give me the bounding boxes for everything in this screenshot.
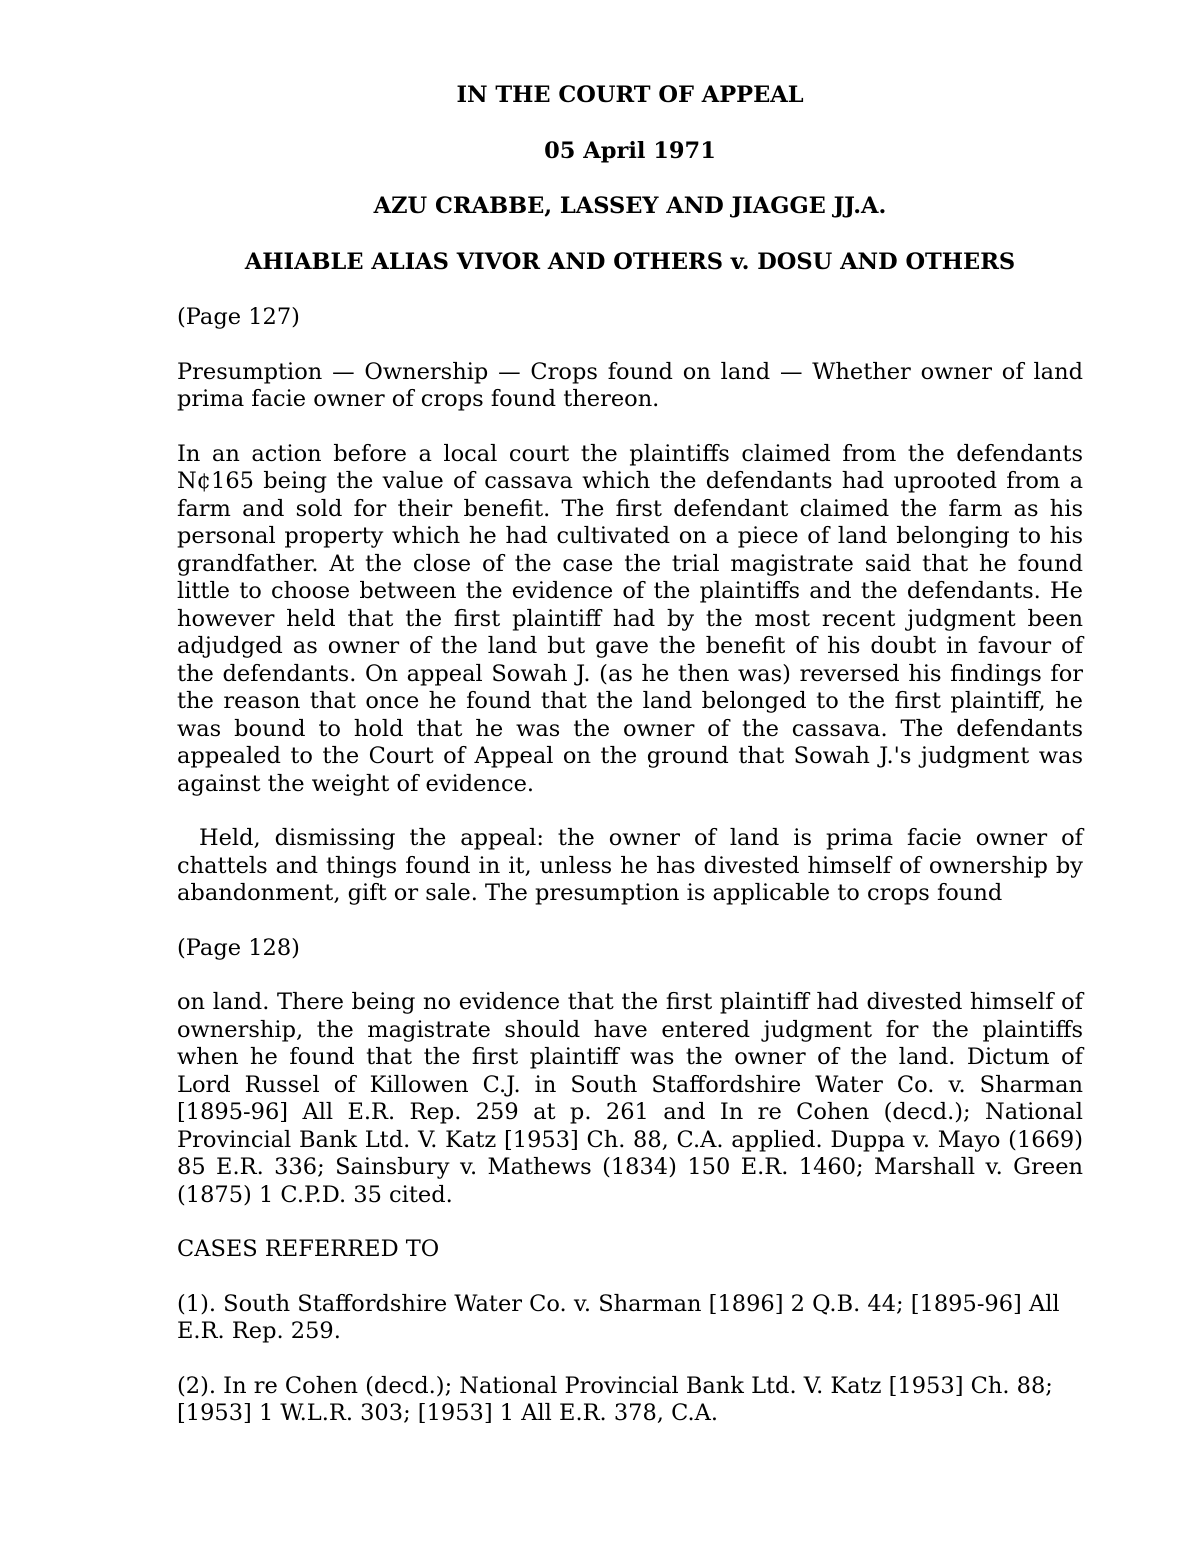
held-continued-paragraph: on land. There being no evidence that the first plaintiff had divested himself of ownership, the magistrate should have entered judgment for the plaintiffs when he found that the first plaintiff was the owner of the land. Dictum of Lord Russel of Killowen C.J. in South Staffordshire Water Co. v. Sharman [1895-96] All E.R. Rep. 259 at p. 261 and In re Cohen (decd.); National Provincial Bank Ltd. V. Katz [1953] Ch. 88, C.A. applied. Duppa v. Mayo (1669) 85 E.R. 336; Sainsbury v. Mathews (1834) 150 E.R. 1460; Marshall v. Green (1875) 1 C.P.D. 35 cited. bbox=[177, 989, 1083, 1208]
case-reference-2: (2). In re Cohen (decd.); National Provincial Bank Ltd. V. Katz [1953] Ch. 88; [1953] 1 W.L.R. 303; [1953] 1 All E.R. 378, C.A. bbox=[177, 1372, 1053, 1426]
court-heading: IN THE COURT OF APPEAL bbox=[456, 82, 804, 108]
case-title: AHIABLE ALIAS VIVOR AND OTHERS v. DOSU AND OTHERS bbox=[244, 248, 1016, 275]
facts-paragraph: In an action before a local court the plaintiffs claimed from the defendants N¢165 being the value of cassava which the defendants had uprooted from a farm and sold for their benefit. The first defendant claimed the farm as his personal property which he had cultivated on a piece of land belonging to his grandfather. At the close of the case the trial magistrate said that he found little to choose between the evidence of the plaintiffs and the defendants. He however held that the first plaintiff had by the most recent judgment been adjudged as owner of the land but gave the benefit of his doubt in favour of the defendants. On appeal Sowah J. (as he then was) reversed his findings for the reason that once he found that the land belonged to the first plaintiff, he was bound to hold that he was the owner of the cassava. The defendants appealed to the Court of Appeal on the ground that Sowah J.'s judgment was against the weight of evidence. bbox=[177, 440, 1083, 797]
cases-referred-heading: CASES REFERRED TO bbox=[177, 1236, 440, 1262]
case-reference-1: (1). South Staffordshire Water Co. v. Sharman [1896] 2 Q.B. 44; [1895-96] All E.R. Rep. 259. bbox=[177, 1290, 1060, 1344]
page-marker-128: (Page 128) bbox=[177, 934, 300, 961]
document-page bbox=[177, 82, 1083, 1455]
held-paragraph: Held, dismissing the appeal: the owner of land is prima facie owner of chattels and things found in it, unless he has divested himself of ownership by abandonment, gift or sale. The presumption is applicable to crops found bbox=[177, 825, 1083, 906]
judgment-date: 05 April 1971 bbox=[544, 137, 716, 164]
page-marker-127: (Page 127) bbox=[177, 304, 300, 330]
catchwords-paragraph: Presumption — Ownership — Crops found on land — Whether owner of land prima facie owner of crops found thereon. bbox=[177, 358, 1083, 412]
judges-line: AZU CRABBE, LASSEY AND JIAGGE JJ.A. bbox=[373, 193, 887, 219]
